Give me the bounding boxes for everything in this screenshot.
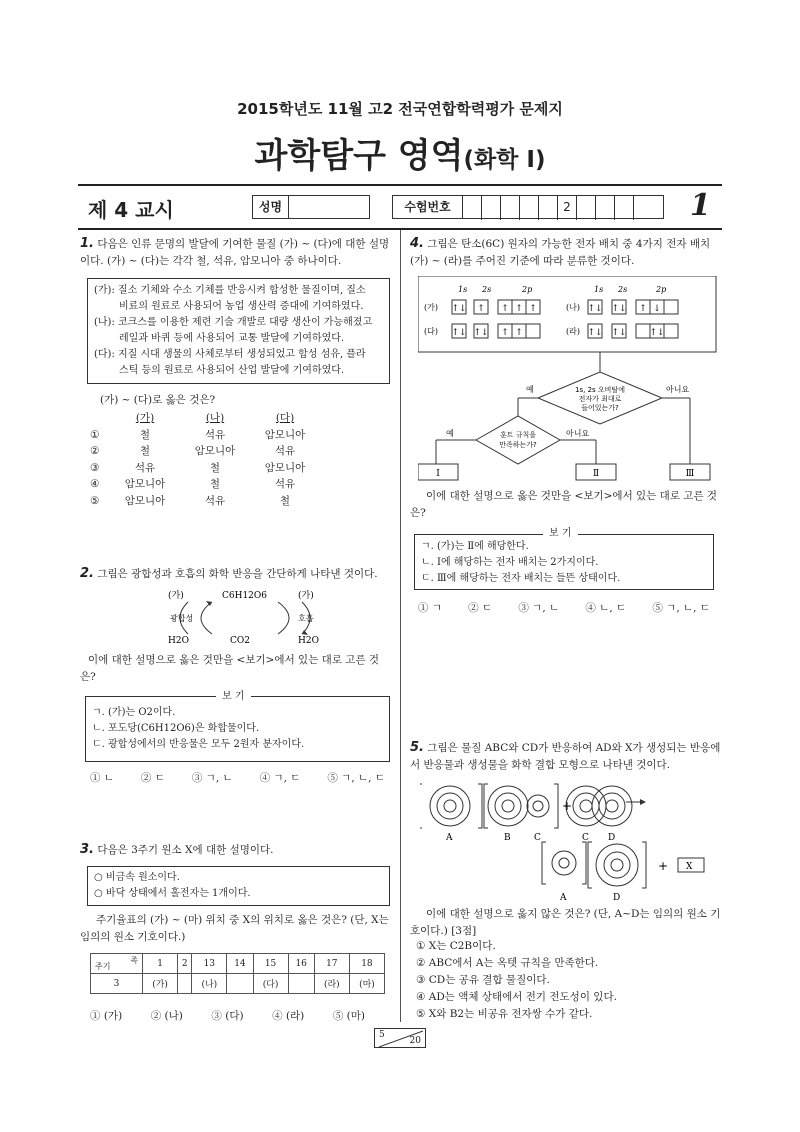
option-mark: ④ <box>90 478 100 490</box>
q2-number: 2. <box>80 566 94 581</box>
q5-option[interactable]: ④ AD는 액체 상태에서 전기 전도성이 있다. <box>416 991 617 1003</box>
exam-subtitle: 2015학년도 11월 고2 전국연합학력평가 문제지 <box>237 100 563 118</box>
orb-2p: 2p <box>656 285 667 294</box>
svg-text:↑↓: ↑↓ <box>649 328 665 338</box>
q3-option[interactable]: ② (나) <box>150 1010 183 1022</box>
flow-no: 아니요 <box>666 385 690 394</box>
table-cell: (라) <box>314 974 349 994</box>
q4-stem <box>410 236 722 269</box>
config-ra: (라) <box>566 327 580 336</box>
diagram-h2o2: H2O <box>298 636 319 646</box>
q5-option[interactable]: ② ABC에서 A는 옥텟 규칙을 만족한다. <box>416 957 599 969</box>
header-rule <box>78 184 722 186</box>
option-cell: 석유 <box>274 445 296 457</box>
table-cell: (마) <box>349 974 384 994</box>
svg-text:↑: ↑ <box>501 328 509 338</box>
q3-info-box <box>87 866 390 906</box>
table-col: 2 <box>178 954 192 974</box>
option-cell: 철 <box>139 428 151 441</box>
table-corner: 족 주기 <box>91 954 143 974</box>
table-col: 18 <box>349 954 384 974</box>
digit-cell <box>482 196 501 220</box>
table-period: 3 <box>91 974 143 994</box>
option-cell: 석유 <box>134 461 156 474</box>
q1-option[interactable] <box>90 460 330 477</box>
q3-line: ○ 바닥 상태에서 홀전자는 1개이다. <box>94 888 251 899</box>
q1-line: (가): 질소 기체와 수소 기체를 반응시켜 합성한 물질이며, 질소 <box>94 285 366 296</box>
class-1: Ⅰ <box>436 469 440 479</box>
q2-option[interactable]: ① ㄴ <box>90 772 114 784</box>
table-cell <box>227 974 253 994</box>
q1-col-header: (다) <box>275 412 295 424</box>
q3-line: ○ 비금속 원소이다. <box>94 872 180 883</box>
q4-option[interactable]: ③ ㄱ, ㄴ <box>518 602 560 614</box>
q4-bogi-box <box>414 528 714 590</box>
config-na: (나) <box>566 303 580 312</box>
diagram-ga1: (가) <box>168 591 184 601</box>
diagram-h2o1: H2O <box>168 636 189 646</box>
q4-prompt: 이에 대한 설명으로 옳은 것만을 <보기>에서 있는 대로 고른 것은? <box>410 490 718 519</box>
q1-text: 다음은 인류 문명의 발달에 기여한 물질 (가) ~ (다)에 대한 설명이다. (가) ~ (다)는 각각 철, 석유, 암모니아 중 하나이다. <box>80 238 390 267</box>
q1-number: 1. <box>80 236 94 251</box>
digit-cell <box>577 196 596 220</box>
svg-text:↑: ↑ <box>501 304 509 314</box>
svg-text:↑↓: ↑↓ <box>611 304 627 314</box>
name-box <box>252 195 370 219</box>
bogi-label: 보 기 <box>216 689 251 705</box>
q2-option[interactable]: ⑤ ㄱ, ㄴ, ㄷ <box>327 772 385 784</box>
option-cell: 암모니아 <box>264 428 306 441</box>
digit-cell: 2 <box>558 196 577 220</box>
option-mark: ③ <box>90 461 100 474</box>
q2-bogi-box <box>85 691 390 762</box>
digit-cell <box>520 196 539 220</box>
flow-yes: 예 <box>446 429 454 438</box>
svg-text:↑: ↑ <box>477 304 485 314</box>
bogi-item: ㄷ. Ⅲ에 해당하는 전자 배치는 들뜬 상태이다. <box>421 573 621 584</box>
svg-text:↑: ↑ <box>515 304 523 314</box>
table-col: 16 <box>288 954 314 974</box>
q4-text: 그림은 탄소(6C) 원자의 가능한 전자 배치 중 4가지 전자 배치 (가) ~ (라)를 주어진 기준에 따라 분류한 것이다. <box>410 238 711 267</box>
q1-option[interactable] <box>90 443 330 460</box>
table-col: 1 <box>143 954 178 974</box>
q4-option[interactable]: ① ㄱ <box>418 602 442 614</box>
title-sub: (화학 Ⅰ) <box>463 147 546 173</box>
q2-text: 그림은 광합성과 호흡의 화학 반응을 간단하게 나타낸 것이다. <box>97 568 378 580</box>
table-cell: (다) <box>253 974 288 994</box>
diagram-resp: 호흡 <box>298 614 314 623</box>
q2-prompt: 이에 대한 설명으로 옳은 것만을 <보기>에서 있는 대로 고른 것은? <box>80 654 380 683</box>
flow-no: 아니요 <box>566 429 590 438</box>
config-da: (다) <box>424 327 438 336</box>
svg-text:↑↓: ↑↓ <box>611 328 627 338</box>
digit-cell <box>615 196 634 220</box>
q3-option[interactable]: ⑤ (마) <box>332 1010 365 1022</box>
q1-option[interactable] <box>90 427 330 444</box>
page-number: 1 <box>690 188 711 223</box>
svg-text:↑: ↑ <box>529 304 537 314</box>
q3-option[interactable]: ① (가) <box>90 1010 123 1022</box>
orb-1s: 1s <box>458 285 468 294</box>
svg-text:만족하는가?: 만족하는가? <box>499 441 537 449</box>
q4-option[interactable]: ④ ㄴ, ㄷ <box>585 602 627 614</box>
table-cell <box>178 974 192 994</box>
label-B: B <box>504 833 511 843</box>
q5-option[interactable]: ① X는 C2B이다. <box>416 940 496 952</box>
label-A: A <box>446 833 453 843</box>
digit-cell <box>539 196 558 220</box>
q2-stem <box>80 566 392 583</box>
q4-number: 4. <box>410 236 424 251</box>
q2-option[interactable]: ④ ㄱ, ㄷ <box>259 772 301 784</box>
option-mark: ② <box>90 445 100 457</box>
exam-number-label: 수험번호 <box>393 196 463 218</box>
label-D: D <box>608 833 616 843</box>
bogi-item: ㄱ. (가)는 O2이다. <box>92 707 176 718</box>
q1-choices <box>90 410 330 509</box>
q3-options <box>90 1008 365 1023</box>
digit-cell <box>463 196 482 220</box>
svg-text:↑: ↑ <box>639 304 647 314</box>
q1-col-header: (가) <box>135 412 155 424</box>
q2-option[interactable]: ③ ㄱ, ㄴ <box>191 772 233 784</box>
bogi-item: ㄴ. Ⅰ에 해당하는 전자 배치는 2가지이다. <box>421 557 599 568</box>
electron-config-flowchart <box>418 276 718 486</box>
q5-option[interactable]: ⑤ X와 B2는 비공유 전자쌍 수가 같다. <box>416 1008 593 1020</box>
plus-sign: + <box>658 859 669 873</box>
orb-2s: 2s <box>618 285 628 294</box>
orb-1s: 1s <box>594 285 604 294</box>
table-col: 17 <box>314 954 349 974</box>
q3-stem <box>80 842 274 859</box>
svg-text:전자가 최대로: 전자가 최대로 <box>578 395 622 403</box>
option-cell: 석유 <box>204 494 226 507</box>
q1-col-header: (나) <box>205 412 225 424</box>
q2-options <box>90 770 385 785</box>
digit-cell <box>596 196 615 220</box>
config-ga: (가) <box>424 303 438 312</box>
periodic-table <box>90 953 385 994</box>
svg-text:들어있는가?: 들어있는가? <box>581 404 619 412</box>
svg-text:↑↓: ↑↓ <box>451 304 467 314</box>
svg-text:↑↓: ↑↓ <box>451 328 467 338</box>
q5-text: 그림은 물질 ABC와 CD가 반응하여 AD와 X가 생성되는 반응에서 반응물과 생성물을 화학 결합 모형으로 나타낸 것이다. <box>410 742 721 771</box>
label-X: X <box>686 862 693 872</box>
option-cell: 철 <box>209 478 221 490</box>
flow-yes: 예 <box>526 385 534 394</box>
class-2: Ⅱ <box>592 469 600 479</box>
svg-text:↑↓: ↑↓ <box>473 328 489 338</box>
option-cell: 석유 <box>204 428 226 441</box>
q5-stem <box>410 740 722 773</box>
title-main: 과학탐구 영역 <box>254 136 464 176</box>
q1-line: (나): 코크스를 이용한 제련 기술 개발로 대량 생산이 가능해졌고 <box>94 317 373 328</box>
q1-option[interactable] <box>90 493 330 510</box>
column-divider <box>400 230 401 1022</box>
diagram-glucose: C6H12O6 <box>222 591 268 601</box>
q3-option[interactable]: ④ (라) <box>272 1010 305 1022</box>
q1-line: (다): 지질 시대 생물의 사체로부터 생성되었고 합성 섬유, 플라 <box>94 349 366 360</box>
svg-text:↑↓: ↑↓ <box>587 304 603 314</box>
exam-number-box <box>392 195 664 219</box>
q1-line: 스틱 등의 원료로 사용되어 산업 발달에 기여하였다. <box>119 365 345 376</box>
q4-options <box>418 600 710 615</box>
bogi-item: ㄱ. (가)는 Ⅱ에 해당한다. <box>421 541 529 552</box>
page-total: 20 <box>409 1036 421 1046</box>
option-mark: ① <box>90 428 100 441</box>
q5-number: 5. <box>410 740 424 755</box>
class-3: Ⅲ <box>685 469 695 479</box>
q1-line: 비료의 원료로 사용되어 농업 생산력 증대에 기여하였다. <box>119 301 364 312</box>
label-A: A <box>560 893 567 903</box>
q1-option[interactable] <box>90 476 330 493</box>
bogi-label: 보 기 <box>543 526 578 542</box>
option-cell: 철 <box>279 494 291 507</box>
q2-option[interactable]: ② ㄷ <box>140 772 165 784</box>
option-cell: 암모니아 <box>194 445 236 457</box>
q1-prompt: (가) ~ (다)로 옳은 것은? <box>100 394 216 406</box>
diagram-ga2: (가) <box>298 591 314 601</box>
table-cell: (나) <box>192 974 227 994</box>
diagram-co2: CO2 <box>230 636 250 646</box>
digit-cell <box>634 196 653 220</box>
digit-cell <box>501 196 520 220</box>
option-cell: 석유 <box>274 478 296 490</box>
q4-option[interactable]: ⑤ ㄱ, ㄴ, ㄷ <box>652 602 710 614</box>
svg-text:↑↓: ↑↓ <box>587 328 603 338</box>
table-cell <box>288 974 314 994</box>
q5-prompt: 이에 대한 설명으로 옳지 않은 것은? (단, A~D는 임의의 원소 기호이다.) [3점] <box>410 908 721 937</box>
option-cell: 철 <box>139 445 151 457</box>
q3-number: 3. <box>80 842 94 857</box>
q4-option[interactable]: ② ㄷ <box>468 602 493 614</box>
bogi-item: ㄴ. 포도당(C6H12O6)은 화합물이다. <box>92 723 260 734</box>
table-col: 13 <box>192 954 227 974</box>
label-C: C <box>534 833 541 843</box>
exam-title <box>0 128 800 177</box>
label-D: D <box>613 893 621 903</box>
q3-prompt: 주기율표의 (가) ~ (마) 위치 중 X의 위치로 옳은 것은? (단, X는 임의의 원소 기호이다.) <box>80 914 389 943</box>
plus-sign: + <box>562 799 573 813</box>
bond-model-diagram <box>420 780 720 904</box>
orb-2s: 2s <box>482 285 492 294</box>
option-cell: 철 <box>209 461 221 474</box>
svg-text:↓: ↓ <box>653 304 661 314</box>
q1-line: 레일과 바퀴 등에 사용되어 교통 발달에 기여하였다. <box>119 333 345 344</box>
option-cell: 암모니아 <box>124 494 166 507</box>
svg-text:훈트 규칙을: 훈트 규칙을 <box>499 431 537 439</box>
bogi-item: ㄷ. 광합성에서의 반응물은 모두 2원자 분자이다. <box>92 739 305 750</box>
period-label: 제 4 교시 <box>88 198 174 222</box>
page-counter <box>374 1028 426 1048</box>
diagram-photo: 광합성 <box>170 614 194 623</box>
table-col: 15 <box>253 954 288 974</box>
photosynthesis-diagram <box>160 588 330 646</box>
table-col: 14 <box>227 954 253 974</box>
page-current: 5 <box>379 1030 385 1040</box>
svg-text:↑: ↑ <box>515 328 523 338</box>
q3-text: 다음은 3주기 원소 X에 대한 설명이다. <box>97 844 274 856</box>
table-cell: (가) <box>143 974 178 994</box>
orb-2p: 2p <box>522 285 533 294</box>
flow-question-1: 1s, 2s 오비탈에 <box>575 386 625 394</box>
option-cell: 암모니아 <box>124 478 166 490</box>
q1-stem <box>80 236 392 269</box>
q5-option[interactable]: ③ CD는 공유 결합 물질이다. <box>416 974 550 986</box>
option-cell: 암모니아 <box>264 461 306 474</box>
q1-info-box <box>87 278 390 384</box>
q3-option[interactable]: ③ (다) <box>211 1010 244 1022</box>
q5-options <box>416 938 716 1023</box>
name-label: 성명 <box>253 196 289 218</box>
option-mark: ⑤ <box>90 494 100 507</box>
label-C: C <box>582 833 589 843</box>
